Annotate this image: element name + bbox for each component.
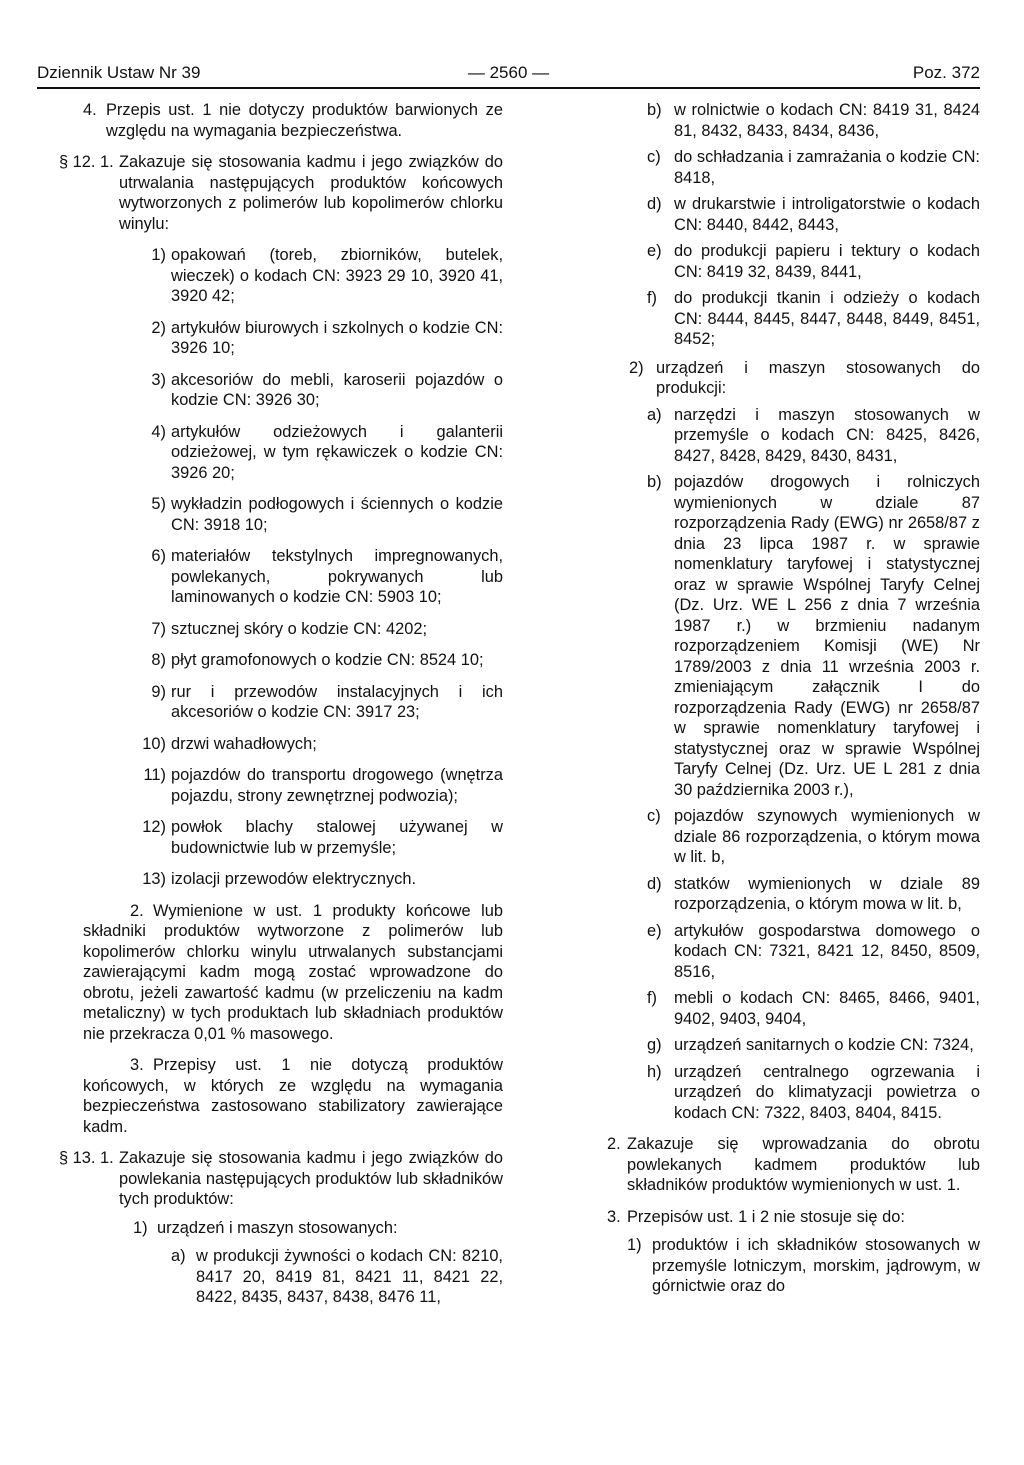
- item-number: 1): [627, 1236, 642, 1254]
- list-item: [129, 370, 503, 411]
- item-text: produktów i ich składników stosowanych w przemyśle lotniczym, morskim, jądrowym, w górnictwie oraz do: [652, 1236, 980, 1295]
- list-subitem: [647, 1062, 980, 1124]
- item-text: płyt gramofonowych o kodzie CN: 8524 10;: [171, 651, 484, 669]
- list-subitem: [647, 100, 980, 141]
- subitem-letter: f): [647, 289, 658, 307]
- item-text: artykułów odzieżowych i galanterii odzieżowej, w tym rękawiczek o kodzie CN: 3926 20;: [171, 422, 503, 482]
- item-number: 2): [629, 358, 644, 377]
- paragraph-4: [83, 100, 503, 141]
- paragraph-text: Wymienione w ust. 1 produkty końcowe lub składniki produktów wytworzone z polimerów lub kopolimerów chlorku winylu utrwalanych substancjami zawierającymi kadm mogą zostać wprowadzone do obrotu, jeżeli zawartość kadmu (w przeliczeniu na kadm metaliczny) w tych produktach lub składniach produktów nie przekracza 0,01 % masowego.: [83, 901, 503, 1043]
- list-subitem: [647, 472, 980, 800]
- list-item: [607, 358, 980, 399]
- subitem-letter: g): [647, 1036, 662, 1054]
- list-subitem: [647, 874, 980, 915]
- section-marker: § 13. 1.: [59, 1149, 114, 1167]
- list-item: [129, 546, 503, 608]
- list-item: [129, 245, 503, 307]
- item-text: materiałów tekstylnych impregnowanych, powlekanych, pokrywanych lub laminowanych o kodzie CN: 5903 10;: [171, 547, 503, 606]
- header-rule: [37, 87, 980, 89]
- item-number: 11): [143, 766, 166, 784]
- item-text: akcesoriów do mebli, karoserii pojazdów o kodzie CN: 3926 30;: [171, 370, 503, 409]
- item-text: powłok blachy stalowej używanej w budownictwie lub w przemyśle;: [171, 818, 503, 857]
- subitem-text: narzędzi i maszyn stosowanych w przemyśle o kodach CN: 8425, 8426, 8427, 8428, 8429, 8430, 8431,: [674, 405, 980, 465]
- item-number: 1): [151, 246, 166, 264]
- list-item: [129, 765, 503, 806]
- item-number: 8): [151, 651, 166, 669]
- item-number: 13): [142, 870, 166, 888]
- item-number: 2): [151, 318, 166, 337]
- list-item: [607, 1235, 980, 1297]
- left-column: [59, 100, 503, 1308]
- list-item: [129, 318, 503, 359]
- page-header: [37, 0, 980, 90]
- item-text: rur i przewodów instalacyjnych i ich akcesoriów o kodzie CN: 3917 23;: [171, 682, 503, 721]
- item-number: 4): [151, 422, 166, 441]
- list-subitem: [647, 147, 980, 188]
- paragraph-number: 2.: [607, 1135, 621, 1153]
- subitem-letter: f): [647, 989, 658, 1007]
- item-text: wykładzin podłogowych i ściennych o kodzie CN: 3918 10;: [171, 495, 503, 534]
- section-12-paragraph-3: [83, 1055, 503, 1137]
- position-number: Poz. 372: [912, 63, 980, 82]
- subitem-text: w produkcji żywności o kodach CN: 8210, 8417 20, 8419 81, 8421 11, 8421 22, 8422, 8435, 8437, 8438, 8476 11,: [196, 1247, 503, 1306]
- item-text: opakowań (toreb, zbiorników, butelek, wieczek) o kodach CN: 3923 29 10, 3920 41, 3920 42;: [171, 246, 503, 305]
- section-12-list: [83, 245, 503, 890]
- paragraph-number: 4.: [83, 101, 97, 119]
- list-subitem: [647, 988, 980, 1029]
- item-number: 9): [151, 682, 166, 701]
- paragraph-text: Przepisy ust. 1 nie dotyczą produktów końcowych, w których ze względu na wymagania bezpieczeństwa zastosowano stabilizatory zawierające kadm.: [83, 1056, 503, 1136]
- item-number: 7): [151, 619, 166, 638]
- paragraph-number: 3.: [607, 1207, 621, 1226]
- section-12-intro: [59, 152, 503, 234]
- list-subitem: [83, 1246, 503, 1308]
- list-subitem: [647, 921, 980, 983]
- subitem-letter: e): [647, 921, 662, 940]
- paragraph-text: Zakazuje się wprowadzania do obrotu powlekanych kadmem produktów lub składników produktów wymienionych w ust. 1.: [627, 1135, 980, 1194]
- item-text: artykułów biurowych i szkolnych o kodzie CN: 3926 10;: [171, 318, 503, 357]
- list-item: [129, 682, 503, 723]
- item-number: 6): [151, 547, 166, 565]
- subitem-letter: c): [647, 807, 661, 825]
- item-text: sztucznej skóry o kodzie CN: 4202;: [171, 619, 427, 638]
- subitem-text: pojazdów szynowych wymienionych w dziale 86 rozporządzenia, o którym mowa w lit. b,: [674, 807, 980, 866]
- paragraph-text: Przepisów ust. 1 i 2 nie stosuje się do:: [627, 1207, 905, 1226]
- subitem-text: mebli o kodach CN: 8465, 8466, 9401, 9402, 9403, 9404,: [674, 989, 980, 1028]
- list-item: [129, 619, 503, 640]
- item-number: 5): [151, 495, 166, 513]
- subitem-letter: c): [647, 148, 661, 166]
- subitem-letter: d): [647, 874, 662, 893]
- list-subitem: [647, 241, 980, 282]
- list-subitem: [647, 288, 980, 350]
- item-text: urządzeń i maszyn stosowanych do produkcji:: [656, 358, 980, 397]
- paragraph-number: 3.: [130, 1056, 144, 1074]
- list-subitem: [647, 806, 980, 868]
- list-item: [129, 734, 503, 755]
- subitem-letter: e): [647, 242, 662, 260]
- subitem-letter: a): [171, 1247, 186, 1265]
- page-number: — 2560 —: [467, 63, 550, 82]
- section-intro: Zakazuje się stosowania kadmu i jego związków do powlekania następujących produktów lub składników tych produktów:: [119, 1149, 503, 1208]
- subitem-letter: b): [647, 473, 662, 491]
- subitem-letter: h): [647, 1062, 662, 1081]
- subitem-text: do produkcji tkanin i odzieży o kodach CN: 8444, 8445, 8447, 8448, 8449, 8451, 8452;: [674, 289, 980, 348]
- subitem-text: do schładzania i zamrażania o kodzie CN: 8418,: [674, 148, 980, 187]
- list-subitem: [647, 405, 980, 467]
- item-number: 1): [133, 1218, 148, 1237]
- subitem-letter: a): [647, 405, 662, 424]
- subitem-text: w drukarstwie i introligatorstwie o kodach CN: 8440, 8442, 8443,: [674, 195, 980, 234]
- list-subitem: [647, 1035, 980, 1056]
- subitem-text: urządzeń sanitarnych o kodzie CN: 7324,: [674, 1036, 974, 1054]
- paragraph-text: Przepis ust. 1 nie dotyczy produktów barwionych ze względu na wymagania bezpieczeństwa.: [106, 101, 503, 140]
- section-intro: Zakazuje się stosowania kadmu i jego związków do utrwalania następujących produktów końcowych wytworzonych z polimerów lub kopolimerów chlorku winylu:: [119, 153, 503, 233]
- journal-title: Dziennik Ustaw Nr 39: [37, 63, 201, 82]
- item-text: drzwi wahadłowych;: [171, 734, 317, 753]
- subitem-text: statków wymienionych w dziale 89 rozporządzenia, o którym mowa w lit. b,: [674, 874, 980, 913]
- section-13-paragraph-2: [607, 1134, 980, 1196]
- paragraph-number: 2.: [130, 901, 144, 920]
- item-text: urządzeń i maszyn stosowanych:: [157, 1218, 398, 1237]
- item-number: 10): [142, 734, 166, 753]
- list-item: [129, 650, 503, 671]
- subitem-text: do produkcji papieru i tektury o kodach CN: 8419 32, 8439, 8441,: [674, 242, 980, 281]
- section-13-intro: [59, 1148, 503, 1210]
- subitem-text: urządzeń centralnego ogrzewania i urządzeń do klimatyzacji powietrza o kodach CN: 7322, 8403, 8404, 8415.: [674, 1062, 980, 1122]
- section-12-paragraph-2: [83, 901, 503, 1045]
- item-number: 3): [151, 370, 166, 389]
- item-text: pojazdów do transportu drogowego (wnętrza pojazdu, strony zewnętrznej podwozia);: [171, 766, 503, 805]
- list-item: [129, 494, 503, 535]
- subitem-list-1: [607, 100, 980, 350]
- section-13-paragraph-3: [607, 1207, 980, 1228]
- subitem-list-2: [607, 405, 980, 1124]
- subitem-text: artykułów gospodarstwa domowego o kodach CN: 7321, 8421 12, 8450, 8509, 8516,: [674, 921, 980, 981]
- right-column: [607, 100, 980, 1297]
- subitem-text: pojazdów drogowych i rolniczych wymienionych w dziale 87 rozporządzenia Rady (EWG) nr 2658/87 z dnia 23 lipca 1987 r. w sprawie nomenklatury taryfowej i statystycznej oraz w sprawie Wspólnej Taryfy Celnej (Dz. Urz. WE L 256 z dnia 7 września 1987 r.) w brzmieniu nadanym rozporządzeniem Komisji (WE) Nr 1789/2003 z dnia 11 września 2003 r. zmieniającym załącznik I do rozporządzenia Rady (EWG) nr 2658/87 w sprawie nomenklatury taryfowej i statystycznej oraz w sprawie Wspólnej Taryfy Celnej (Dz. Urz. UE L 281 z dnia 30 października 2003 r.),: [674, 473, 980, 799]
- list-item: [83, 1218, 503, 1239]
- item-text: izolacji przewodów elektrycznych.: [171, 870, 417, 888]
- list-item: [129, 817, 503, 858]
- item-number: 12): [142, 818, 166, 836]
- subitem-text: w rolnictwie o kodach CN: 8419 31, 8424 81, 8432, 8433, 8434, 8436,: [674, 101, 980, 140]
- list-item: [129, 869, 503, 890]
- list-item: [129, 422, 503, 484]
- section-marker: § 12. 1.: [59, 153, 114, 171]
- subitem-letter: b): [647, 101, 662, 119]
- list-subitem: [647, 194, 980, 235]
- subitem-letter: d): [647, 195, 662, 213]
